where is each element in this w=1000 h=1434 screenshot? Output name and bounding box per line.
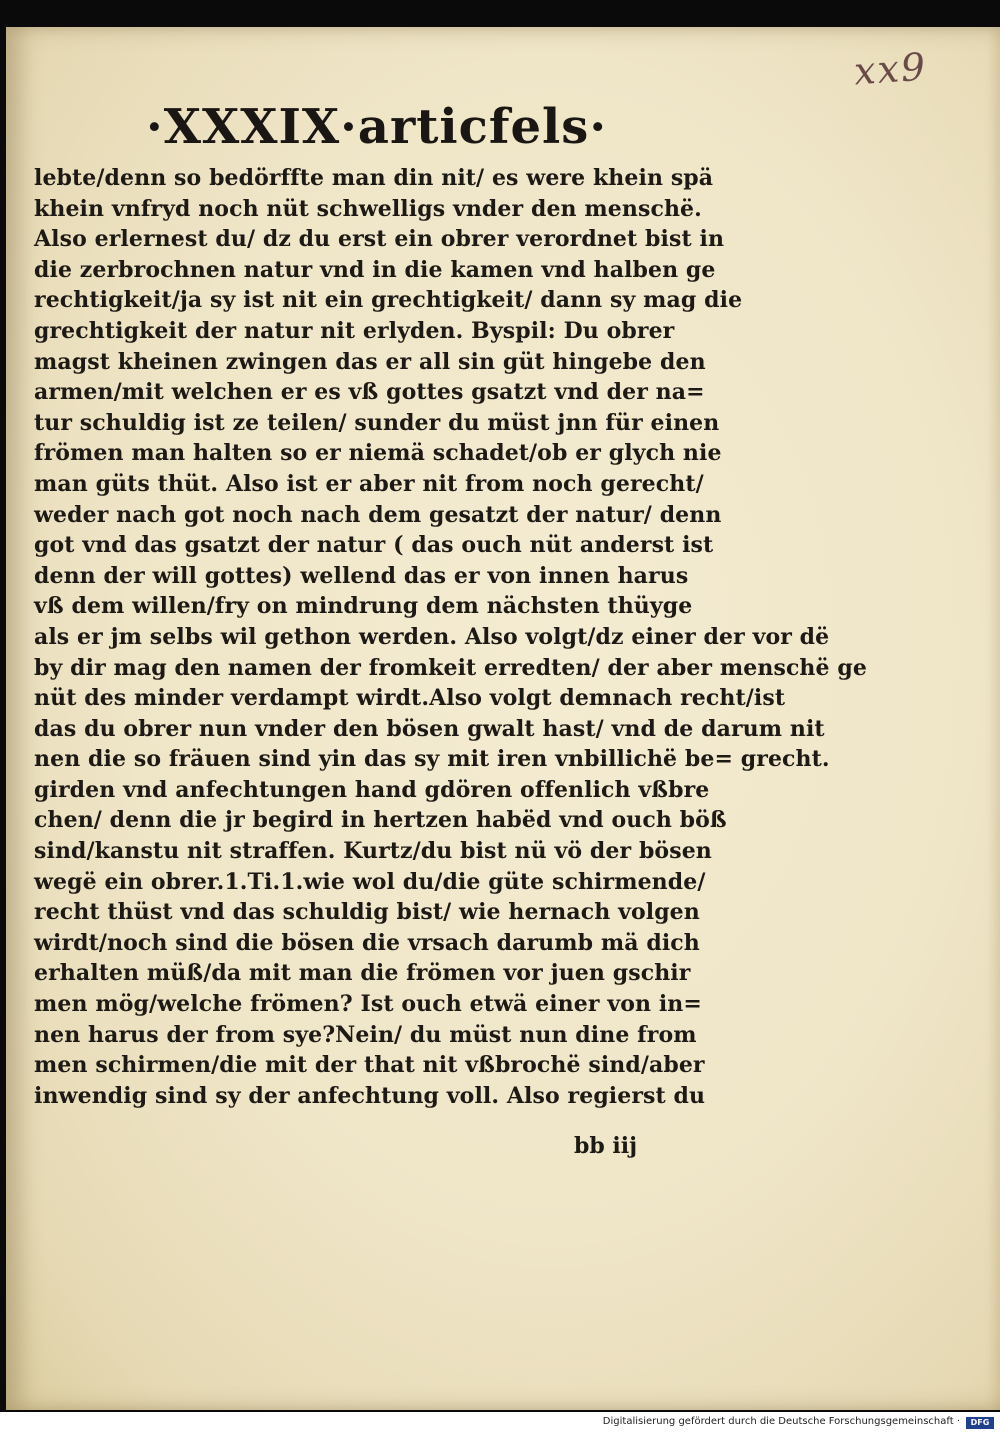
text-line: recht thüst vnd das schuldig bist/ wie hernach volgen — [34, 899, 700, 926]
text-line: denn der will gottes) wellend das er von innen harus — [34, 562, 689, 589]
text-line: vß dem willen/fry on mindrung dem nächsten thüyge — [34, 593, 693, 620]
book-page — [6, 27, 1000, 1410]
text-line: lebte/denn so bedörffte man din nit/ es were khein spä — [34, 165, 714, 191]
text-line: man güts thüt. Also ist er aber nit from noch gerecht/ — [34, 470, 704, 497]
text-line: by dir mag den namen der fromkeit erredten/ der aber menschë ge — [34, 654, 867, 681]
page-header: ·XXXIX·articfels· — [146, 99, 608, 155]
text-line: got vnd das gsatzt der natur ( das ouch nüt anderst ist — [34, 532, 714, 559]
body-text — [34, 163, 867, 1111]
text-line: grechtigkeit der natur nit erlyden. Byspil: Du obrer — [34, 317, 675, 344]
text-line: tur schuldig ist ze teilen/ sunder du müst jnn für einen — [34, 409, 720, 436]
footer-bar — [0, 1412, 1000, 1434]
text-line: men schirmen/die mit der that nit vßbrochë sind/aber — [34, 1052, 705, 1079]
text-line: das du obrer nun vnder den bösen gwalt hast/ vnd de darum nit — [34, 715, 825, 742]
text-line: frömen man halten so er niemä schadet/ob er glych nie — [34, 440, 722, 467]
signature-mark: bb iij — [574, 1133, 638, 1159]
text-line: sind/kanstu nit straffen. Kurtz/du bist nü vö der bösen — [34, 838, 712, 865]
text-line: nen die so fräuen sind yin das sy mit iren vnbillichë be= grecht. — [34, 746, 830, 773]
text-line: rechtigkeit/ja sy ist nit ein grechtigkeit/ dann sy mag die — [34, 287, 743, 314]
text-line: men mög/welche frömen? Ist ouch etwä einer von in= — [34, 991, 702, 1018]
text-line: girden vnd anfechtungen hand gdören offenlich vßbre — [34, 776, 710, 803]
text-line: die zerbrochnen natur vnd in die kamen vnd halben ge — [34, 256, 716, 283]
folio-number: xx9 — [852, 44, 929, 94]
footer-credit: Digitalisierung gefördert durch die Deutsche Forschungsgemeinschaft · — [602, 1416, 960, 1427]
text-line: inwendig sind sy der anfechtung voll. Also regierst du — [34, 1082, 706, 1109]
text-line: Also erlernest du/ dz du erst ein obrer verordnet bist in — [34, 226, 725, 253]
text-line: wirdt/noch sind die bösen die vrsach darumb mä dich — [34, 929, 700, 956]
text-line: magst kheinen zwingen das er all sin güt hingebe den — [34, 348, 706, 375]
text-line: nüt des minder verdampt wirdt.Also volgt demnach recht/ist — [34, 685, 786, 712]
text-line: khein vnfryd noch nüt schwelligs vnder den menschë. — [34, 195, 702, 222]
text-line: chen/ denn die jr begird in hertzen habëd vnd ouch böß — [34, 807, 727, 834]
text-line: weder nach got noch nach dem gesatzt der natur/ denn — [34, 501, 722, 528]
text-line: erhalten müß/da mit man die frömen vor juen gschir — [34, 960, 691, 987]
text-line: nen harus der from sye?Nein/ du müst nun dine from — [34, 1021, 697, 1048]
dfg-logo: DFG — [966, 1417, 994, 1429]
text-line: wegë ein obrer.1.Ti.1.wie wol du/die güte schirmende/ — [34, 868, 706, 895]
text-line: armen/mit welchen er es vß gottes gsatzt vnd der na= — [34, 379, 705, 406]
text-line: als er jm selbs wil gethon werden. Also volgt/dz einer der vor dë — [34, 623, 830, 650]
